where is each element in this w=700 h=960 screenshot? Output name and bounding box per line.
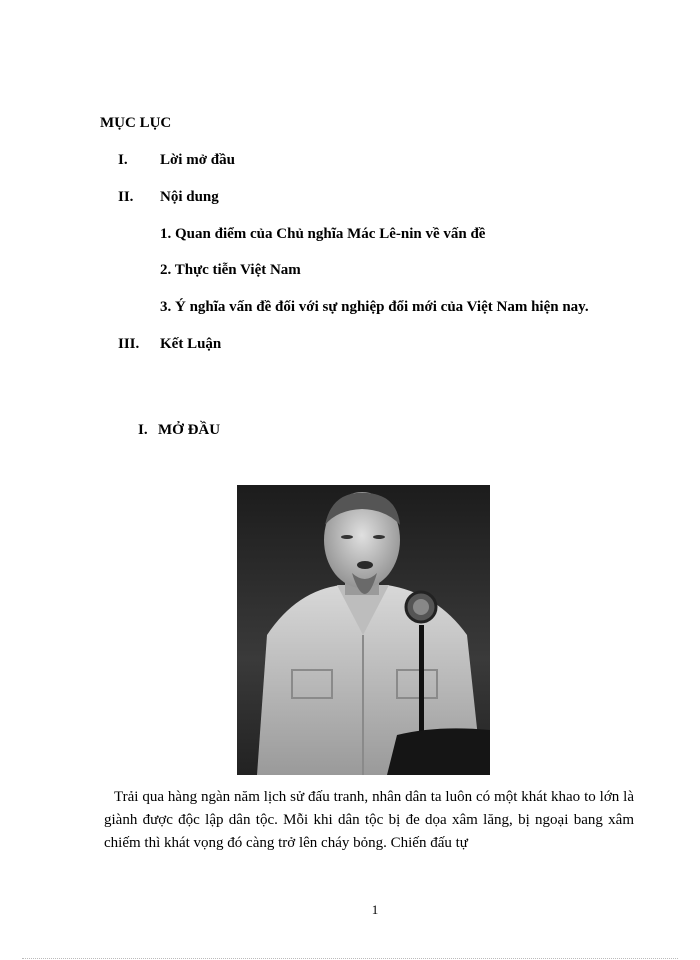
portrait-photo <box>237 485 490 775</box>
toc-numeral-2: II. <box>118 189 134 205</box>
intro-paragraph: Trải qua hàng ngàn năm lịch sử đấu tranh, nhân dân ta luôn có một khát khao to lớn là giành được độc lập dân tộc. Mỗi khi dân tộc bị đe dọa xâm lăng, bị ngoại bang xâm chiếm thì khát vọng đó càng trở lên cháy bỏng. Chiến đấu tự <box>104 789 634 851</box>
page-number: 1 <box>371 902 379 917</box>
section-heading <box>138 422 220 439</box>
section-numeral: I. <box>138 422 148 438</box>
toc-subitem-3: 3. Ý nghĩa vấn đề đối với sự nghiệp đổi mới của Việt Nam hiện nay. <box>160 299 589 315</box>
toc-item-conclusion: Kết Luận <box>160 336 222 352</box>
toc-subitem-2: 2. Thực tiễn Việt Nam <box>160 262 301 278</box>
toc-subitem-1: 1. Quan điểm của Chủ nghĩa Mác Lê-nin về vấn đề <box>160 226 486 242</box>
toc-title: MỤC LỤC <box>100 115 172 131</box>
toc-numeral-3: III. <box>118 336 140 352</box>
toc-numeral-1: I. <box>118 152 128 168</box>
toc-item-intro: Lời mở đầu <box>160 152 235 168</box>
page-bottom-border <box>22 958 678 959</box>
portrait-photo-icon <box>237 485 490 775</box>
section-title: MỞ ĐẦU <box>158 422 221 438</box>
toc-item-content: Nội dung <box>160 189 219 205</box>
